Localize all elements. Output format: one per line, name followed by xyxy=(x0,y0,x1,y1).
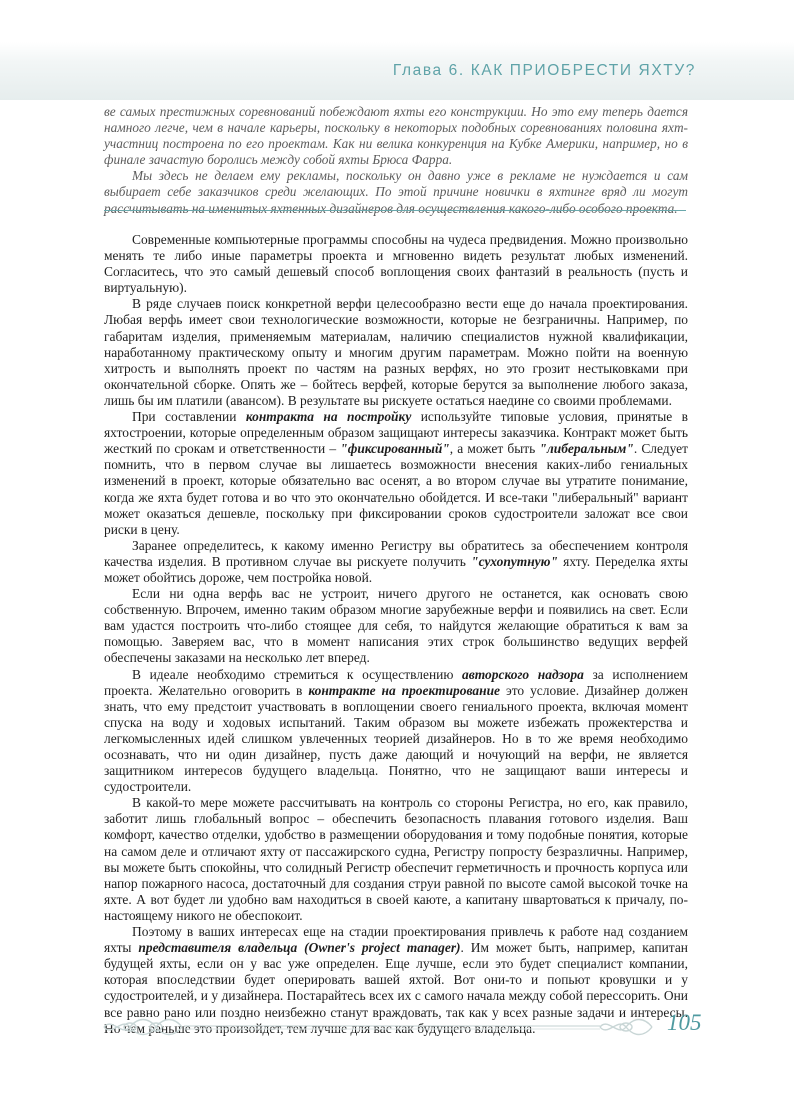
rope-knot-ornament-icon xyxy=(100,1012,712,1042)
chapter-title: Глава 6. КАК ПРИОБРЕСТИ ЯХТУ? xyxy=(392,62,696,79)
text-run: за исполнением проекта. Желательно оговорить в xyxy=(104,666,689,698)
emphasis-term: контракте на проектирование xyxy=(308,682,501,698)
emphasis-term: "сухопутную" xyxy=(471,553,558,569)
paragraph xyxy=(104,538,688,586)
text-run: яхту. Переделка яхты может обойтись дороже, чем постройка новой. xyxy=(104,553,689,585)
quote-divider xyxy=(104,210,686,211)
paragraph xyxy=(104,667,688,796)
emphasis-term: "либеральным" xyxy=(539,441,634,457)
text-run: Заранее определитесь, к какому именно Регистру вы обратитесь за обеспечением контроля качества изделия. В противном случае вы рискуете получить xyxy=(104,537,688,569)
paragraph: Если ни одна верфь вас не устроит, ничего другого не останется, как основать свою собственную. Впрочем, именно таким образом многие зарубежные верфи и появились на свет. Если вам удастся построить что-либо стоящее для себя, то найдутся желающие обратиться к вам за помощью. Заверяем вас, что в момент написания этих строк большинство ведущих верфей обеспечены заказами на несколько лет вперед. xyxy=(104,586,688,666)
text-run: используйте типовые условия, принятые в яхтостроении, которые определенным образом защищают интересы заказчика. Контракт может быть жесткий по срокам и ответственности – xyxy=(104,409,688,457)
paragraph xyxy=(104,409,688,538)
emphasis-term: "фиксированный" xyxy=(340,441,450,457)
paragraph: В ряде случаев поиск конкретной верфи целесообразно вести еще до начала проектирования. Любая верфь имеет свои технологические возможности, которые не безграничны. Например, по габаритам изделия, применяемым материалам, наличию специалистов нужной квалификации, наработанному практическому опыту и многим другим параметрам. Можно пойти на военную хитрость и выполнять проект по частям на разных верфях, но это грозит нестыковками при окончательной сборке. Опять же – бойтесь верфей, которые берутся за выполнение любого заказа, лишь бы им платили (авансом). В результате вы рискуете остаться наедине со своими проблемами. xyxy=(104,296,688,408)
paragraph: В какой-то мере можете рассчитывать на контроль со стороны Регистра, но его, как правило, заботит лишь глобальный вопрос – обеспечить безопасность плавания готового изделия. Ваш комфорт, качество отделки, удобство в размещении оборудования и тому подобные понятия, которые на самом деле и отличают яхту от пассажирского судна, Регистру попросту безразличны. Например, вы можете быть спокойны, что солидный Регистр обеспечит герметичность и прочность корпуса или напор пожарного насоса, достаточный для создания струи равной по высоте самой высокой точке на яхте. А вот будет ли удобно вам находиться в своей каюте, а капитану швартоваться к причалу, по-настоящему никого не обеспокоит. xyxy=(104,795,688,923)
emphasis-term: представителя владельца (Owner's project manager) xyxy=(138,940,461,956)
page-number: 105 xyxy=(667,1010,702,1035)
quote-block xyxy=(104,104,688,217)
text-run: , а может быть xyxy=(449,441,540,457)
text-run: В идеале необходимо стремиться к осуществлению xyxy=(132,666,463,682)
text-run: При составлении xyxy=(132,409,246,425)
text-run: это условие. Дизайнер должен знать, что ему предстоит участвовать в воплощении своего гениального проекта, включая момент спуска на воду и ходовых испытаний. Таким образом вы можете избежать прожектерства и легкомысленных идей слишком увлеченных теорией дизайнеров. Но в то же время необходимо осознавать, что ни один дизайнер, пусть даже дающий и ночующий на верфи, не является защитником интересов будущего владельца. Понятно, что не защищают ваши интересы и судостроители. xyxy=(104,682,688,795)
emphasis-term: контракта на постройку xyxy=(245,409,412,425)
emphasis-term: авторского надзора xyxy=(462,666,584,682)
text-run: Поэтому в ваших интересах еще на стадии проектирования привлечь к работе над созданием яхты xyxy=(104,924,688,956)
main-text xyxy=(104,232,688,1037)
text-run: . Им может быть, например, капитан будущей яхты, если он у вас уже определен. Еще лучше, если это будет специалист компании, которая впоследствии будет оперировать вашей яхтой. Вот они-то и попьют кровушки и у судостроителей, и у дизайнера. Постарайтесь всех их с самого начала между собой перессорить. Они все равно рано или поздно неизбежно станут враждовать, так как у всех разные задачи и интересы. Но чем раньше это произойдет, тем лучше для вас как будущего владельца. xyxy=(104,940,688,1036)
text-run: . Следует помнить, что в первом случае вы лишаетесь возможности внесения каких-либо гениальных изменений в проект, которые обязательно вас осенят, а во втором случае вы утратите понимание, когда же яхта будет готова и во что это окончательно обойдется. И все-таки "либеральный" вариант может оказаться дешевле, поскольку при фиксировании сроков судостроители заложат все свои риски в цену. xyxy=(104,441,688,537)
paragraph: Современные компьютерные программы способны на чудеса предвидения. Можно произвольно менять те либо иные параметры проекта и мгновенно видеть результат любых изменений. Согласитесь, что это самый дешевый способ воплощения своих фантазий в реальность (пусть и виртуальную). xyxy=(104,232,688,296)
quote-paragraph: ве самых престижных соревнований побеждают яхты его конструкции. Но это ему теперь дается намного легче, чем в начале карьеры, поскольку в некоторых подобных соревнованиях половина яхт-участниц построена по его проектам. Как ни велика конкуренция на Кубке Америки, например, но в финале зачастую боролись между собой яхты Брюса Фарра. xyxy=(104,104,688,168)
quote-paragraph: Мы здесь не делаем ему рекламы, поскольку он давно уже в рекламе не нуждается и сам выбирает себе заказчиков среди желающих. По этой причине новички в яхтинге вряд ли могут рассчитывать на именитых яхтенных дизайнеров для осуществления какого-либо особого проекта. xyxy=(104,168,688,216)
